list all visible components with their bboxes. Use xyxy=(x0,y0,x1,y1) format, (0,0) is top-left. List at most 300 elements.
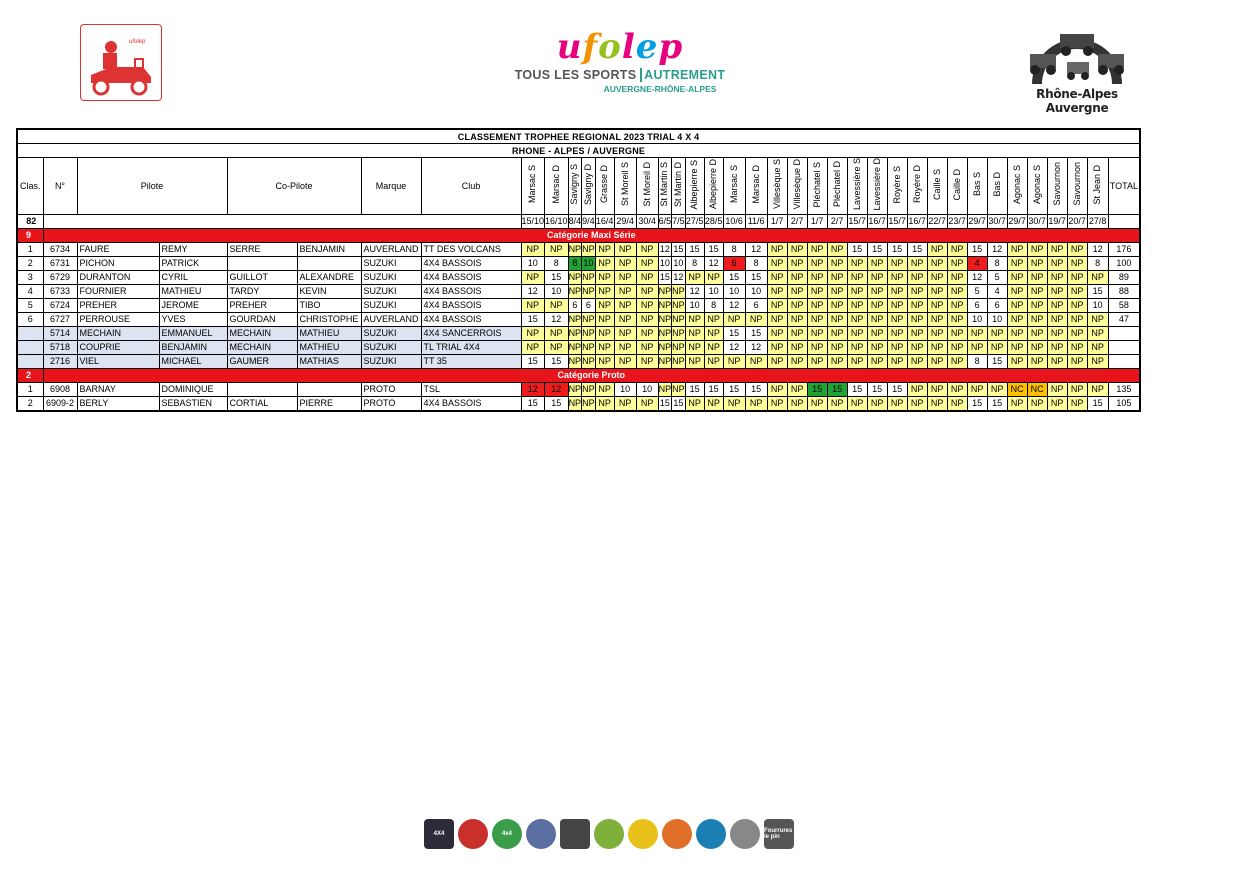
rank-cell: 6 xyxy=(17,312,43,326)
event-date: 6/5 xyxy=(658,216,672,227)
score-cell: NP xyxy=(907,312,927,326)
score-cell: NP xyxy=(521,326,545,340)
score-cell: NP xyxy=(568,286,582,297)
header-event xyxy=(582,158,596,215)
score-cell: NP xyxy=(867,396,887,411)
marque-cell: AUVERLAND xyxy=(361,242,421,256)
score-cell: NP xyxy=(807,396,827,411)
sponsor-logo xyxy=(662,819,692,849)
event-label: Villesèque D xyxy=(791,159,802,210)
score-cell: NP xyxy=(1087,382,1108,396)
header-event xyxy=(685,158,704,215)
header-event xyxy=(807,158,827,215)
header-event xyxy=(568,158,582,215)
pilote-lastname: PICHON xyxy=(77,256,159,270)
score-cell: NP xyxy=(787,256,807,270)
score-cell: NP xyxy=(767,382,787,396)
score-cell: NP xyxy=(927,242,947,256)
score-cell: 12 xyxy=(545,312,569,326)
score-cell: NP xyxy=(582,272,595,283)
score-cell: NP xyxy=(927,354,947,368)
table-row xyxy=(17,312,1140,326)
header-event xyxy=(595,158,614,215)
score-cell: NP xyxy=(767,312,787,326)
score-cell: NP xyxy=(582,328,595,339)
event-date: 29/7 xyxy=(968,216,986,227)
event-label: Lavessière S xyxy=(851,158,862,211)
score-cell: NP xyxy=(987,326,1007,340)
score-cell: NP xyxy=(847,354,867,368)
sponsor-logo xyxy=(560,819,590,849)
header-event xyxy=(723,158,745,215)
event-date: 10/6 xyxy=(723,214,745,228)
club-cell: TL TRIAL 4X4 xyxy=(421,340,521,354)
score-cell: NP xyxy=(947,270,967,284)
score-cell: 10 xyxy=(521,256,545,270)
score-cell: NP xyxy=(1027,354,1047,368)
score-cell: NP xyxy=(545,326,569,340)
header-event xyxy=(887,158,907,215)
rank-cell: 1 xyxy=(17,242,43,256)
score-cell: NP xyxy=(927,270,947,284)
header-event xyxy=(1087,158,1108,215)
score-cell: NP xyxy=(867,284,887,298)
score-cell: 15 xyxy=(807,382,827,396)
event-label: Lavessière D xyxy=(871,158,882,211)
score-cell: NP xyxy=(614,298,636,312)
event-date: 15/7 xyxy=(848,216,866,227)
event-date: 2/7 xyxy=(787,214,807,228)
score-cell: NP xyxy=(568,396,582,411)
score-cell: NC xyxy=(1007,382,1027,396)
tagline-b: AUTREMENT xyxy=(640,68,725,82)
header-event xyxy=(867,158,887,215)
score-cell: 15 xyxy=(827,382,847,396)
score-cell: 15 xyxy=(723,326,745,340)
score-cell: NP xyxy=(672,328,685,339)
marque-cell: AUVERLAND xyxy=(361,312,421,326)
score-cell: 15 xyxy=(521,312,545,326)
score-cell: NP xyxy=(767,256,787,270)
score-cell: 15 xyxy=(685,382,704,396)
score-cell: NP xyxy=(568,342,582,353)
score-cell: NP xyxy=(521,270,545,284)
score-cell: NP xyxy=(807,312,827,326)
score-cell: 5 xyxy=(967,284,987,298)
score-cell: 15 xyxy=(967,396,987,411)
event-label: St Moreil S xyxy=(619,162,630,207)
copilote-firstname: MATHIAS xyxy=(297,354,361,368)
event-date: 8/4 xyxy=(568,216,582,227)
total-cell: 135 xyxy=(1108,382,1140,396)
score-cell: NP xyxy=(658,300,672,311)
competitor-count: 82 xyxy=(17,214,43,228)
event-label: St Moreil D xyxy=(641,162,652,207)
event-label: Grasse D xyxy=(599,165,610,204)
total-cell: 89 xyxy=(1108,270,1140,284)
pilote-firstname: MICHAEL xyxy=(159,354,227,368)
score-cell: NP xyxy=(1007,326,1027,340)
pilote-firstname: EMMANUEL xyxy=(159,326,227,340)
score-cell: NP xyxy=(947,242,967,256)
score-cell: NP xyxy=(807,284,827,298)
score-cell: 6 xyxy=(582,298,596,312)
score-cell: NP xyxy=(807,354,827,368)
copilote-lastname xyxy=(227,382,297,396)
score-cell: NP xyxy=(947,284,967,298)
score-cell: NP xyxy=(907,354,927,368)
score-cell: NP xyxy=(672,286,685,297)
club-cell: 4X4 SANCERROIS xyxy=(421,326,521,340)
score-cell: NP xyxy=(827,270,847,284)
score-cell: NP xyxy=(927,312,947,326)
pilote-lastname: PERROUSE xyxy=(77,312,159,326)
sponsor-logo xyxy=(730,819,760,849)
score-cell: 6 xyxy=(967,298,987,312)
copilote-firstname: MATHIEU xyxy=(297,340,361,354)
score-cell: 15 xyxy=(545,270,569,284)
score-cell: NP xyxy=(595,284,614,298)
score-cell: NP xyxy=(787,396,807,411)
score-cell: NP xyxy=(658,286,672,297)
event-date: 11/6 xyxy=(745,214,767,228)
score-cell: NP xyxy=(1027,340,1047,354)
number-cell: 6734 xyxy=(43,242,77,256)
score-cell: NP xyxy=(745,354,767,368)
header-event xyxy=(987,158,1007,215)
score-cell: NP xyxy=(636,354,658,368)
event-date: 15/10 xyxy=(521,216,545,227)
score-cell: 15 xyxy=(704,382,723,396)
score-cell: NP xyxy=(1047,312,1067,326)
score-cell: NP xyxy=(636,340,658,354)
event-date: 30/7 xyxy=(1028,216,1046,227)
score-cell: NP xyxy=(987,382,1007,396)
event-label: Agonac S xyxy=(1011,164,1022,204)
header-event xyxy=(545,158,569,215)
score-cell: NP xyxy=(947,298,967,312)
header-clas xyxy=(17,158,43,215)
score-cell: NP xyxy=(787,326,807,340)
score-cell: NP xyxy=(658,314,672,325)
score-cell: NP xyxy=(723,396,745,411)
score-cell: 12 xyxy=(659,244,670,255)
score-cell: NP xyxy=(1027,270,1047,284)
score-cell: 15 xyxy=(673,244,684,255)
header-marque: Marque xyxy=(361,158,421,215)
table-row xyxy=(17,354,1140,368)
header-pilote: Pilote xyxy=(77,158,227,215)
score-cell: NP xyxy=(1007,284,1027,298)
score-cell: NP xyxy=(595,340,614,354)
number-cell: 6729 xyxy=(43,270,77,284)
score-cell: NP xyxy=(767,326,787,340)
event-date: 16/10 xyxy=(545,216,568,227)
pilote-firstname: BENJAMIN xyxy=(159,340,227,354)
score-cell: 12 xyxy=(704,256,723,270)
event-label: Savournon xyxy=(1071,162,1082,207)
score-cell: NP xyxy=(787,270,807,284)
score-cell: NP xyxy=(595,242,614,256)
event-label: Pléchatel S xyxy=(811,161,822,208)
pilote-lastname: FAURE xyxy=(77,242,159,256)
header-event xyxy=(1047,158,1067,215)
date-row-total-spacer xyxy=(1108,214,1140,228)
sponsor-logo xyxy=(458,819,488,849)
score-cell: 15 xyxy=(987,354,1007,368)
score-cell: NP xyxy=(595,354,614,368)
sponsor-logo xyxy=(696,819,726,849)
table-row xyxy=(17,340,1140,354)
event-label: Marsac S xyxy=(728,165,739,204)
marque-cell: PROTO xyxy=(361,396,421,411)
header-event xyxy=(907,158,927,215)
score-cell: 15 xyxy=(521,396,545,411)
score-cell: NP xyxy=(867,256,887,270)
score-cell: NP xyxy=(704,312,723,326)
score-cell: NP xyxy=(582,314,595,325)
score-cell: NP xyxy=(582,396,596,411)
score-cell: NP xyxy=(1027,326,1047,340)
event-date: 28/5 xyxy=(704,216,723,227)
score-cell: 15 xyxy=(887,242,907,256)
table-row xyxy=(17,382,1140,396)
table-row xyxy=(17,298,1140,312)
score-cell: NP xyxy=(827,354,847,368)
copilote-lastname: GOURDAN xyxy=(227,312,297,326)
score-cell: NP xyxy=(636,312,658,326)
event-date: 1/7 xyxy=(767,214,787,228)
category-row xyxy=(17,228,1140,242)
score-cell: NP xyxy=(595,382,614,396)
score-cell: NP xyxy=(614,354,636,368)
score-cell: NP xyxy=(1067,312,1087,326)
tagline-a: TOUS LES SPORTS xyxy=(514,68,637,82)
score-cell: NP xyxy=(887,354,907,368)
copilote-firstname: ALEXANDRE xyxy=(297,270,361,284)
score-cell: 15 xyxy=(847,382,867,396)
score-cell: NP xyxy=(907,298,927,312)
club-cell: 4X4 BASSOIS xyxy=(421,312,521,326)
score-cell: NP xyxy=(685,396,704,411)
score-cell: 8 xyxy=(723,242,745,256)
score-cell: 15 xyxy=(847,242,867,256)
score-cell: 15 xyxy=(907,242,927,256)
score-cell: NP xyxy=(614,270,636,284)
header-num: N° xyxy=(43,158,77,215)
event-label: St Martin S xyxy=(659,162,670,207)
score-cell: 15 xyxy=(704,242,723,256)
header-event xyxy=(1067,158,1087,215)
marque-cell: SUZUKI xyxy=(361,256,421,270)
event-date: 16/7 xyxy=(908,216,926,227)
score-cell: 15 xyxy=(1087,284,1108,298)
pilote-lastname: PREHER xyxy=(77,298,159,312)
score-cell: NP xyxy=(847,270,867,284)
score-cell: 15 xyxy=(867,382,887,396)
score-cell: NP xyxy=(595,396,614,411)
score-cell: NP xyxy=(1047,256,1067,270)
score-cell: NP xyxy=(636,256,658,270)
score-cell: NP xyxy=(545,242,569,256)
pilote-lastname: MECHAIN xyxy=(77,326,159,340)
marque-cell: SUZUKI xyxy=(361,326,421,340)
score-cell: NP xyxy=(907,326,927,340)
rank-cell xyxy=(17,354,43,368)
event-date: 9/4 xyxy=(582,216,595,227)
score-cell: NP xyxy=(887,340,907,354)
score-cell: NP xyxy=(685,340,704,354)
score-cell: NP xyxy=(827,298,847,312)
score-cell: NP xyxy=(827,284,847,298)
sponsor-logo xyxy=(526,819,556,849)
score-cell: NP xyxy=(582,244,595,255)
score-cell: NP xyxy=(1067,354,1087,368)
event-label: Savournon xyxy=(1051,162,1062,207)
score-cell: NP xyxy=(827,340,847,354)
score-cell: NP xyxy=(887,312,907,326)
score-cell: NP xyxy=(704,396,723,411)
header-event xyxy=(927,158,947,215)
score-cell: NP xyxy=(847,298,867,312)
score-cell: NP xyxy=(685,270,704,284)
score-cell: NP xyxy=(1027,312,1047,326)
header-event xyxy=(658,158,672,215)
score-cell: NP xyxy=(887,270,907,284)
score-cell: NP xyxy=(704,326,723,340)
event-label: Bas D xyxy=(991,172,1002,197)
event-label: Marsac D xyxy=(550,165,561,204)
total-cell xyxy=(1108,340,1140,354)
score-cell: NP xyxy=(1047,354,1067,368)
score-cell: 15 xyxy=(867,242,887,256)
score-cell: NP xyxy=(582,286,595,297)
score-cell: NP xyxy=(787,284,807,298)
pilote-lastname: BERLY xyxy=(77,396,159,411)
score-cell: NP xyxy=(685,326,704,340)
score-cell: NP xyxy=(807,298,827,312)
copilote-firstname: PIERRE xyxy=(297,396,361,411)
header-event xyxy=(967,158,987,215)
total-cell: 176 xyxy=(1108,242,1140,256)
score-cell: NP xyxy=(636,242,658,256)
category-name: Catégorie Maxi Série xyxy=(43,228,1140,242)
score-cell: NP xyxy=(521,242,545,256)
pilote-firstname: YVES xyxy=(159,312,227,326)
event-date: 20/7 xyxy=(1068,216,1086,227)
rank-cell: 5 xyxy=(17,298,43,312)
score-cell: NP xyxy=(1087,354,1108,368)
marque-cell: SUZUKI xyxy=(361,298,421,312)
score-cell: NP xyxy=(1047,242,1067,256)
score-cell: NP xyxy=(827,256,847,270)
score-cell: 12 xyxy=(685,284,704,298)
score-cell: NP xyxy=(987,340,1007,354)
score-cell: 12 xyxy=(967,270,987,284)
event-date: 30/4 xyxy=(636,214,658,228)
score-cell: 6 xyxy=(723,256,745,270)
sponsor-logo: Fourrures le pin xyxy=(764,819,794,849)
score-cell: 15 xyxy=(545,396,569,411)
score-cell: 6 xyxy=(745,298,767,312)
score-cell: 10 xyxy=(685,298,704,312)
score-cell: NP xyxy=(1067,270,1087,284)
score-cell: 15 xyxy=(1087,396,1108,411)
copilote-firstname: CHRISTOPHE xyxy=(297,312,361,326)
score-cell: NP xyxy=(947,354,967,368)
total-cell: 105 xyxy=(1108,396,1140,411)
header-event xyxy=(787,158,807,215)
score-cell: NP xyxy=(807,256,827,270)
score-cell: NP xyxy=(867,340,887,354)
club-cell: 4X4 BASSOIS xyxy=(421,256,521,270)
score-cell: NP xyxy=(887,326,907,340)
score-cell: NP xyxy=(521,340,545,354)
score-cell: NP xyxy=(947,340,967,354)
ufolep-word: ufolep xyxy=(556,27,684,67)
score-cell: 15 xyxy=(745,382,767,396)
score-cell: NP xyxy=(658,342,672,353)
number-cell: 6909-2 xyxy=(43,396,77,411)
score-cell: 15 xyxy=(658,396,672,411)
event-date: 1/7 xyxy=(807,214,827,228)
score-cell: 12 xyxy=(521,382,545,396)
score-cell: NP xyxy=(595,312,614,326)
score-cell: NP xyxy=(636,298,658,312)
marque-cell: SUZUKI xyxy=(361,340,421,354)
score-cell: NP xyxy=(1047,298,1067,312)
score-cell: NP xyxy=(807,340,827,354)
rank-cell: 2 xyxy=(17,256,43,270)
score-cell: NP xyxy=(582,356,595,367)
score-cell: NP xyxy=(927,396,947,411)
table-row xyxy=(17,270,1140,284)
score-cell: NP xyxy=(1007,256,1027,270)
score-cell: NP xyxy=(685,354,704,368)
event-date: 15/7 xyxy=(888,216,906,227)
score-cell: NP xyxy=(582,342,595,353)
club-cell: TSL xyxy=(421,382,521,396)
score-cell: NP xyxy=(887,256,907,270)
score-cell: NP xyxy=(847,326,867,340)
total-cell xyxy=(1108,326,1140,340)
score-cell: NP xyxy=(1047,340,1067,354)
sponsor-logos xyxy=(424,814,794,854)
copilote-lastname: GAUMER xyxy=(227,354,297,368)
score-cell: 10 xyxy=(614,382,636,396)
pilote-lastname: DURANTON xyxy=(77,270,159,284)
title-line-2: RHONE - ALPES / AUVERGNE xyxy=(17,144,1140,158)
score-cell: 12 xyxy=(545,382,569,396)
number-cell: 6733 xyxy=(43,284,77,298)
score-cell: NP xyxy=(807,326,827,340)
rank-cell: 4 xyxy=(17,284,43,298)
score-cell: NC xyxy=(1027,382,1047,396)
date-row-spacer xyxy=(43,214,521,228)
score-cell: NP xyxy=(1067,242,1087,256)
pilote-firstname: MATHIEU xyxy=(159,284,227,298)
score-cell: NP xyxy=(827,326,847,340)
score-cell: NP xyxy=(672,356,685,367)
score-cell: 4 xyxy=(967,256,987,270)
event-label: Villesèque S xyxy=(771,159,782,210)
event-date: 27/8 xyxy=(1088,216,1107,227)
event-label: Bas S xyxy=(971,172,982,197)
score-cell: 12 xyxy=(521,284,545,298)
event-date: 16/7 xyxy=(868,216,886,227)
score-cell: NP xyxy=(568,384,582,395)
score-cell: NP xyxy=(927,298,947,312)
